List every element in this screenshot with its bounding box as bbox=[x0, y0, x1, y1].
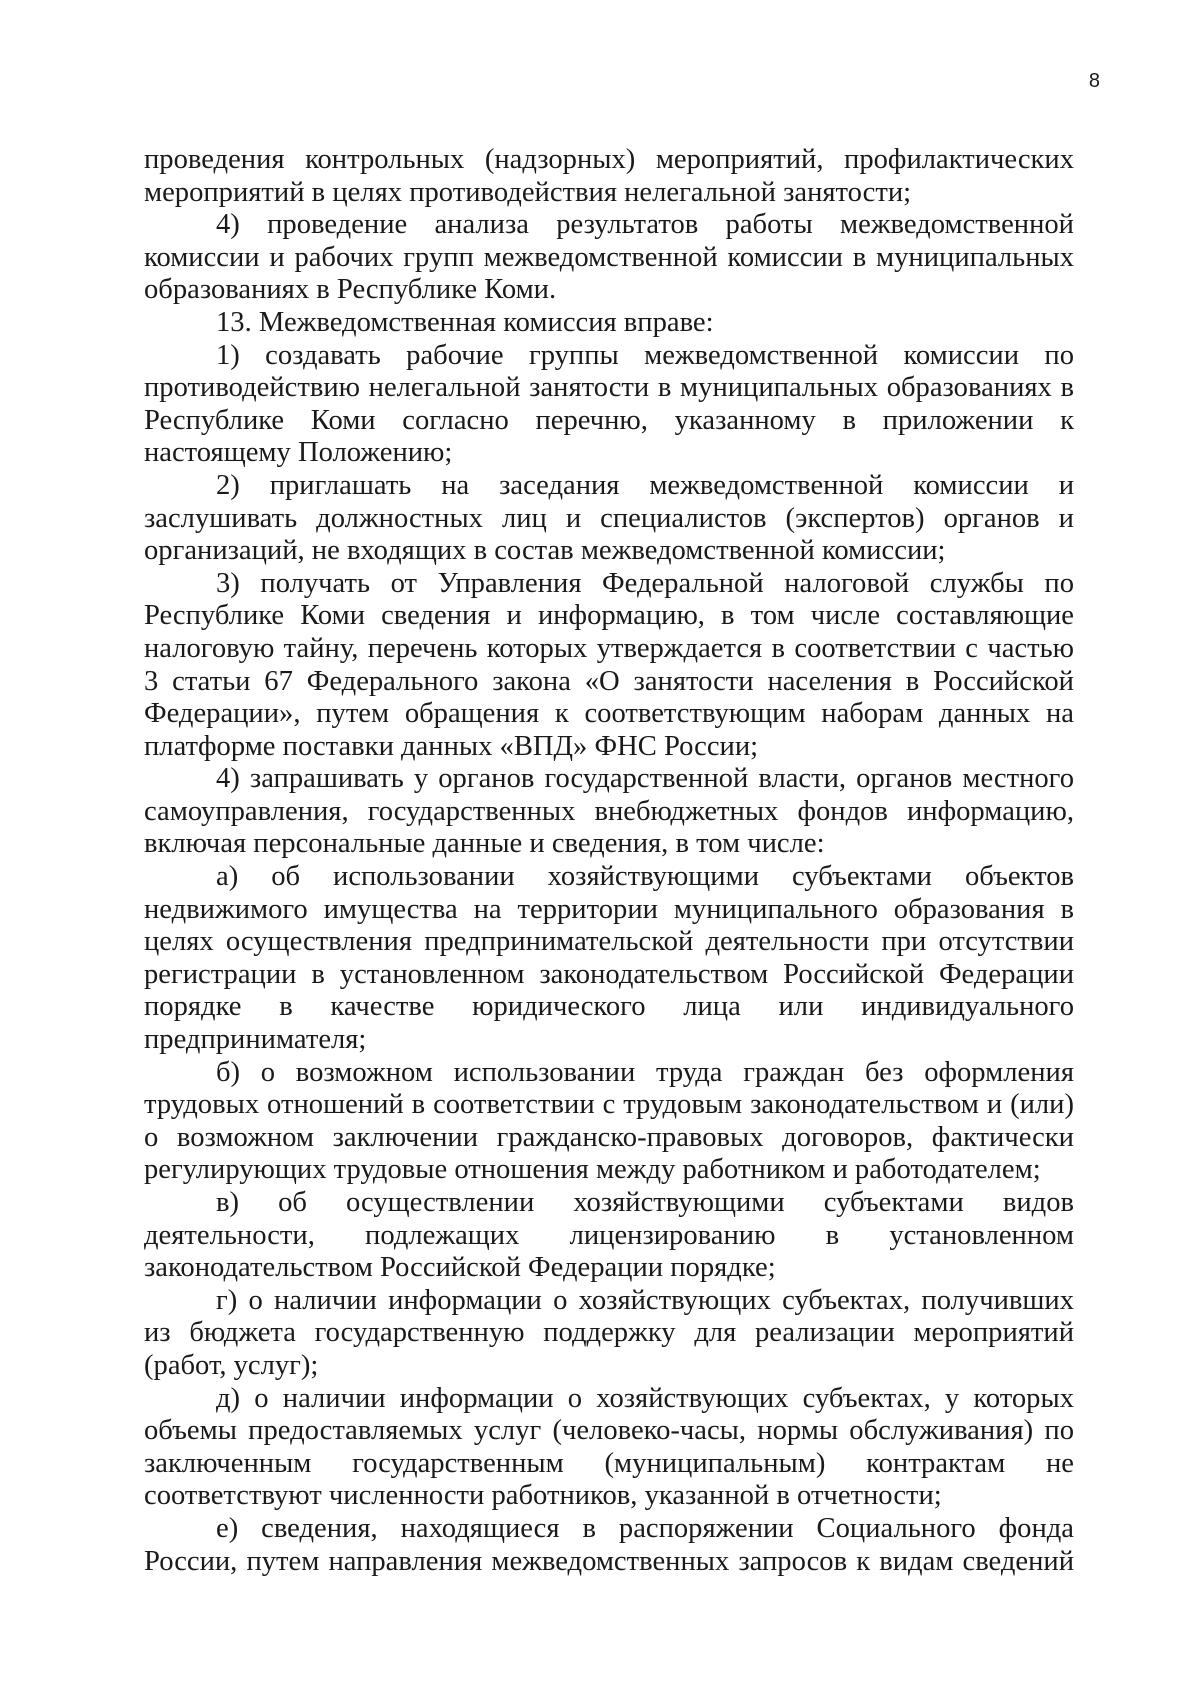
paragraph-item-4-analysis: 4) проведение анализа результатов работы межведомственной комиссии и рабочих групп межведомственной комиссии в муниципальных образованиях в Республике Коми. bbox=[144, 209, 1074, 306]
paragraph-subitem-a: а) об использовании хозяйствующими субъектами объектов недвижимого имущества на территории муниципального образования в целях осуществления предпринимательской деятельности при отсутствии регистрации в установленном законодательством Российской Федерации порядке в качестве юридического лица или индивидуального предпринимателя; bbox=[144, 861, 1074, 1056]
paragraph-subitem-v: в) об осуществлении хозяйствующими субъектами видов деятельности, подлежащих лицензированию в установленном законодательством Российской Федерации порядке; bbox=[144, 1187, 1074, 1284]
document-body bbox=[144, 144, 1074, 1578]
paragraph-subitem-b: б) о возможном использовании труда граждан без оформления трудовых отношений в соответствии с трудовым законодательством и (или) о возможном заключении гражданско-правовых договоров, фактически регулирующих трудовые отношения между работником и работодателем; bbox=[144, 1056, 1074, 1186]
paragraph-continuation: проведения контрольных (надзорных) мероприятий, профилактических мероприятий в целях противодействия нелегальной занятости; bbox=[144, 144, 1074, 208]
page-number: 8 bbox=[1088, 70, 1100, 92]
paragraph-section-13: 13. Межведомственная комиссия вправе: bbox=[216, 306, 714, 338]
paragraph-item-2-invite: 2) приглашать на заседания межведомственной комиссии и заслушивать должностных лиц и специалистов (экспертов) органов и организаций, не входящих в состав межведомственной комиссии; bbox=[144, 469, 1074, 567]
paragraph-item-1-working-groups: 1) создавать рабочие группы межведомственной комиссии по противодействию нелегальной занятости в муниципальных образованиях в Республике Коми согласно перечню, указанному в приложении к настоящему Положению; bbox=[144, 339, 1074, 469]
paragraph-item-3-tax-service: 3) получать от Управления Федеральной налоговой службы по Республике Коми сведения и информацию, в том числе составляющие налоговую тайну, перечень которых утверждается в соответствии с частью 3 статьи 67 Федерального закона «О занятости населения в Российской Федерации», путем обращения к соответствующим наборам данных на платформе поставки данных «ВПД» ФНС России; bbox=[144, 567, 1074, 762]
paragraph-item-4-request: 4) запрашивать у органов государственной власти, органов местного самоуправления, государственных внебюджетных фондов информацию, включая персональные данные и сведения, в том числе: bbox=[144, 763, 1074, 860]
paragraph-subitem-g: г) о наличии информации о хозяйствующих субъектах, получивших из бюджета государственную поддержку для реализации мероприятий (работ, услуг); bbox=[144, 1284, 1074, 1381]
paragraph-subitem-e: е) сведения, находящиеся в распоряжении Социального фонда России, путем направления межведомственных запросов к видам сведений bbox=[144, 1512, 1074, 1577]
paragraph-subitem-d: д) о наличии информации о хозяйствующих субъектах, у которых объемы предоставляемых услуг (человеко-часы, нормы обслуживания) по заключенным государственным (муниципальным) контрактам не соответствуют численности работников, указанной в отчетности; bbox=[144, 1382, 1074, 1512]
